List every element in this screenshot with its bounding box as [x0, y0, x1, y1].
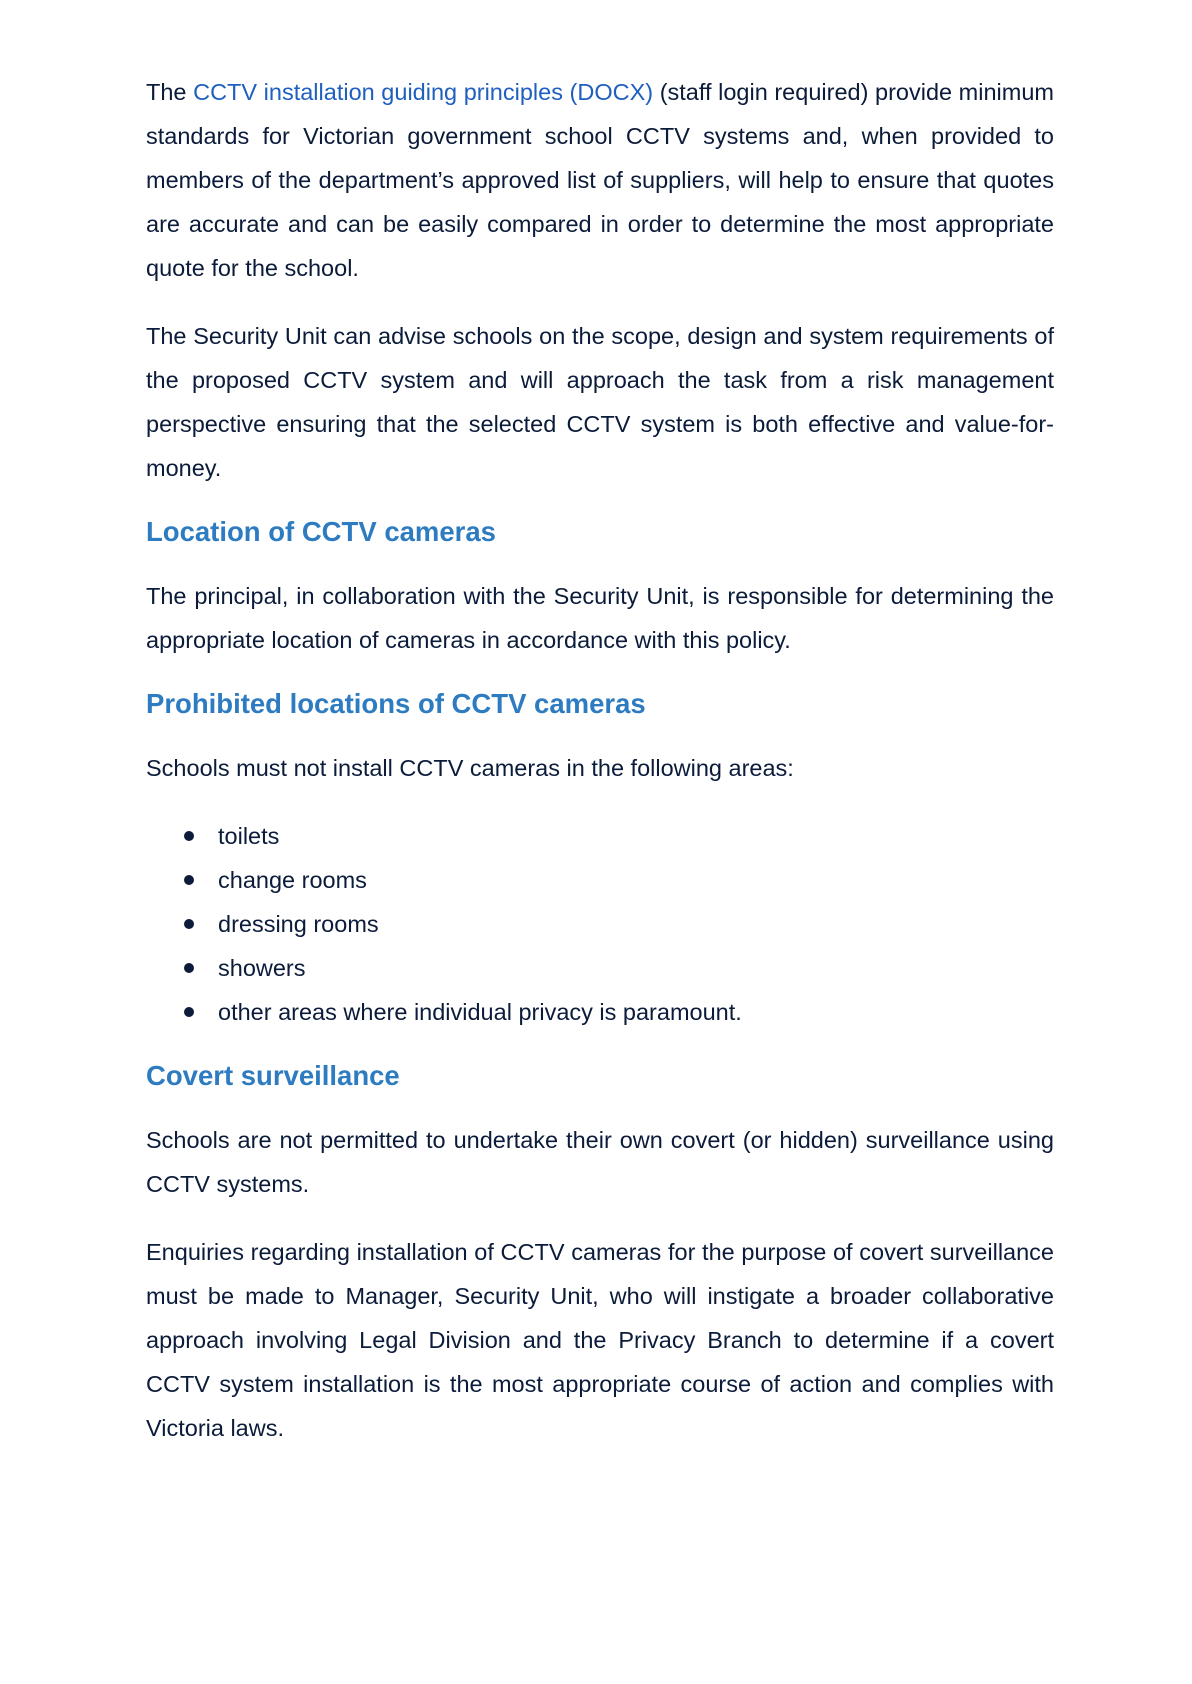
list-item	[146, 858, 1054, 902]
list-item-text: other areas where individual privacy is paramount.	[218, 999, 742, 1025]
guiding-principles-link[interactable]: CCTV installation guiding principles (DOCX)	[193, 79, 654, 105]
list-item	[146, 902, 1054, 946]
intro-p1-prefix: The	[146, 79, 194, 105]
prohibited-list	[146, 814, 1054, 1034]
list-item-text: dressing rooms	[218, 911, 379, 937]
intro-paragraph-1	[146, 70, 1054, 290]
list-item	[146, 946, 1054, 990]
heading-location: Location of CCTV cameras	[146, 516, 496, 547]
heading-covert: Covert surveillance	[146, 1060, 400, 1091]
intro-paragraph-2: The Security Unit can advise schools on the scope, design and system requirements of the proposed CCTV system and will approach the task from a risk management perspective ensuring that the selected CCTV system is both effective and value-for-money.	[146, 323, 1054, 481]
bullet-icon	[184, 831, 194, 841]
list-item	[146, 814, 1054, 858]
covert-paragraph-2: Enquiries regarding installation of CCTV cameras for the purpose of covert surveillance must be made to Manager, Security Unit, who will instigate a broader collaborative approach involving Legal Division and the Privacy Branch to determine if a covert CCTV system installation is the most appropriate course of action and complies with Victoria laws.	[146, 1239, 1054, 1441]
bullet-icon	[184, 963, 194, 973]
covert-paragraph-1: Schools are not permitted to undertake their own covert (or hidden) surveillance using CCTV systems.	[146, 1127, 1054, 1197]
list-item-text: change rooms	[218, 867, 367, 893]
prohibited-intro: Schools must not install CCTV cameras in the following areas:	[146, 755, 794, 781]
bullet-icon	[184, 875, 194, 885]
list-item	[146, 990, 1054, 1034]
heading-prohibited: Prohibited locations of CCTV cameras	[146, 688, 646, 719]
list-item-text: showers	[218, 955, 306, 981]
intro-p1-suffix: (staff login required) provide minimum standards for Victorian government school CCTV systems and, when provided to members of the department’s approved list of suppliers, will help to ensure that quotes are accurate and can be easily compared in order to determine the most appropriate quote for the school.	[146, 79, 1054, 281]
bullet-icon	[184, 1007, 194, 1017]
list-item-text: toilets	[218, 823, 280, 849]
location-paragraph: The principal, in collaboration with the Security Unit, is responsible for determining the appropriate location of cameras in accordance with this policy.	[146, 583, 1054, 653]
bullet-icon	[184, 919, 194, 929]
document-page	[146, 70, 1054, 1450]
